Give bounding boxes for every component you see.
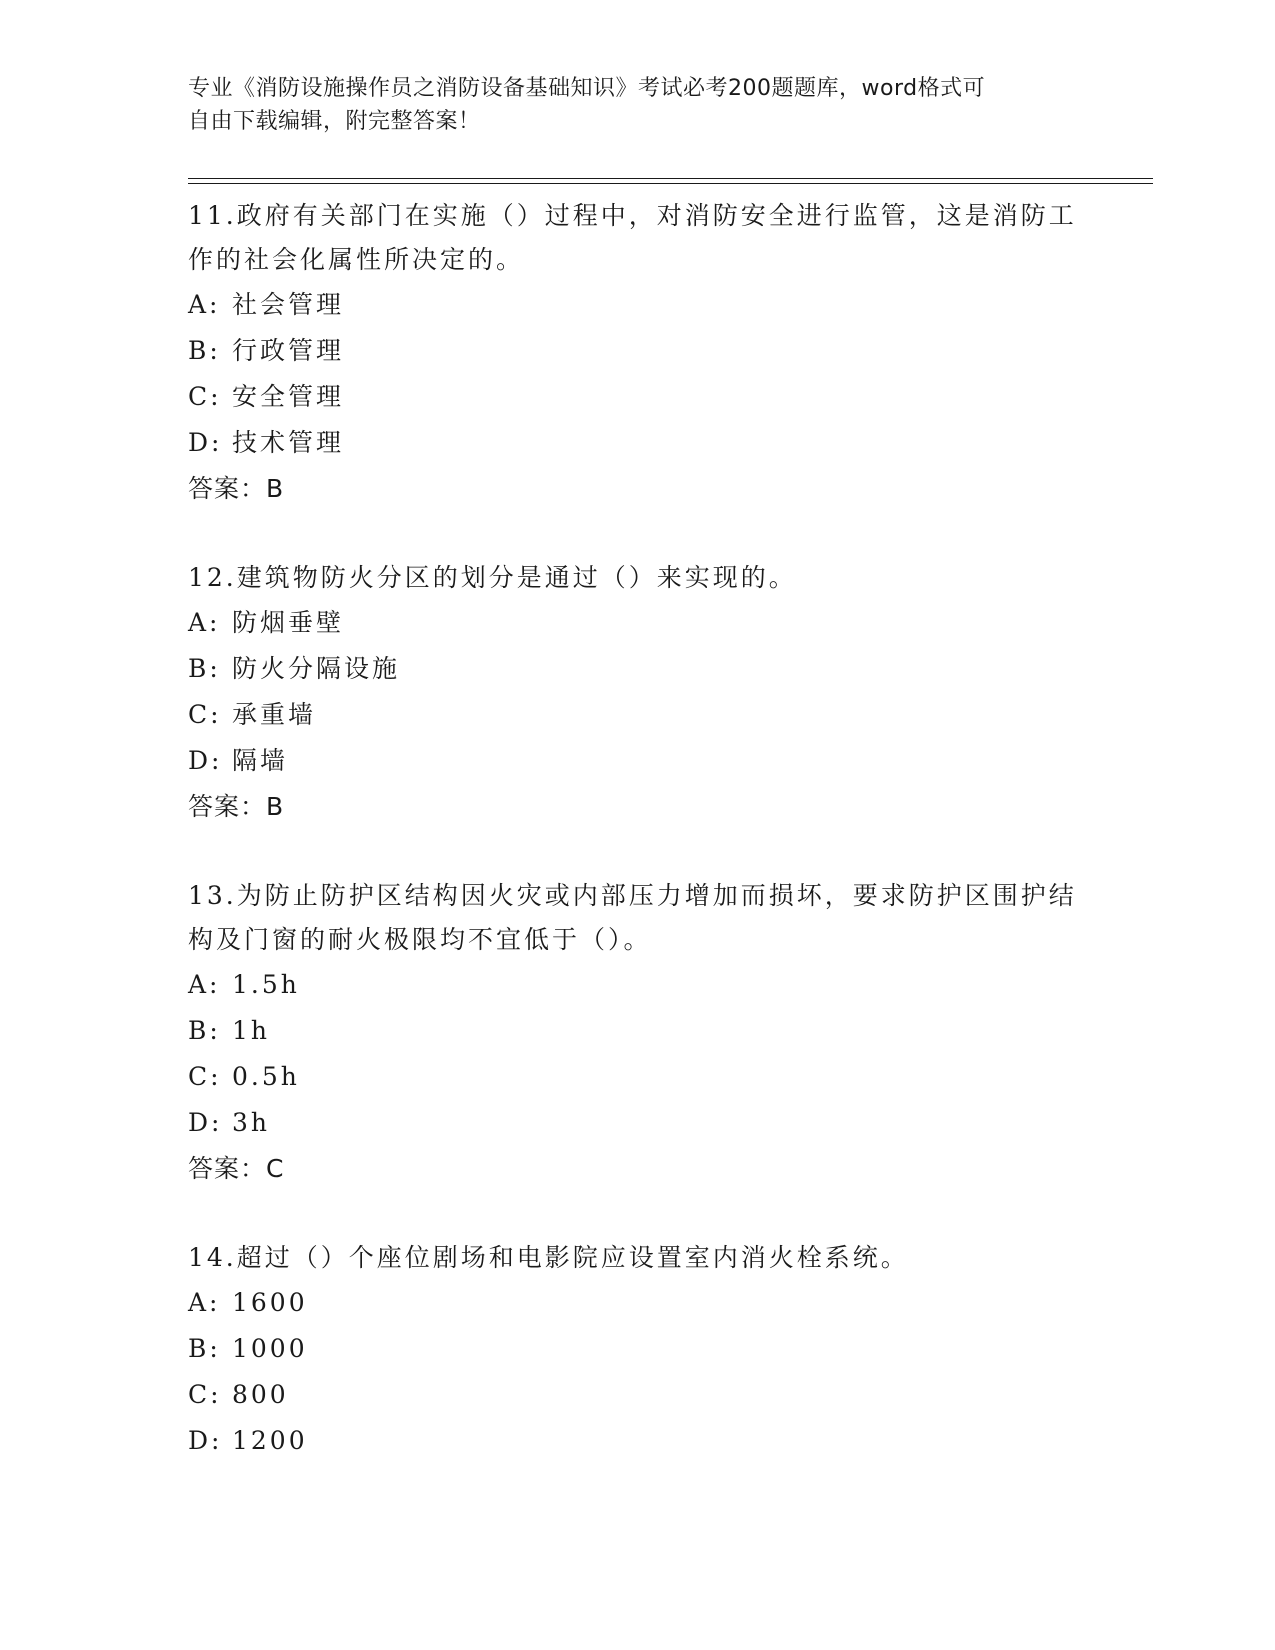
option-text: 隔墙: [232, 746, 289, 775]
option-text: 安全管理: [232, 382, 345, 411]
answer-line: 答案：B: [188, 474, 285, 503]
option-c: [188, 1372, 1088, 1418]
question-list: [188, 188, 1088, 1508]
header-rule-top: [188, 178, 1153, 179]
question-text: 14.超过（）个座位剧场和电影院应设置室内消火栓系统。: [188, 1243, 909, 1272]
option-text: 800: [232, 1380, 289, 1409]
header-line-1: 专业《消防设施操作员之消防设备基础知识》考试必考200题题库，word格式可: [188, 76, 986, 101]
option-text: 防烟垂壁: [232, 608, 345, 637]
option-letter: B:: [188, 654, 221, 683]
option-letter: A:: [188, 970, 221, 999]
option-b: [188, 1008, 1088, 1054]
question-13: [188, 874, 1088, 1192]
option-text: 防火分隔设施: [232, 654, 401, 683]
option-letter: A:: [188, 1288, 221, 1317]
question-12: [188, 556, 1088, 830]
option-letter: B:: [188, 1016, 221, 1045]
option-c: [188, 374, 1088, 420]
option-d: [188, 738, 1088, 784]
option-letter: C:: [188, 382, 222, 411]
option-letter: D:: [188, 746, 223, 775]
option-text: 1000: [232, 1334, 308, 1363]
option-b: [188, 646, 1088, 692]
question-14: [188, 1236, 1088, 1464]
option-letter: D:: [188, 428, 223, 457]
option-text: 行政管理: [232, 336, 345, 365]
option-a: [188, 282, 1088, 328]
option-letter: B:: [188, 1334, 221, 1363]
option-text: 1200: [232, 1426, 308, 1455]
option-a: [188, 962, 1088, 1008]
question-text: 13.为防止防护区结构因火灾或内部压力增加而损坏，要求防护区围护结构及门窗的耐火极限均不宜低于（）。: [188, 881, 1077, 954]
option-d: [188, 1418, 1088, 1464]
answer-line: 答案：B: [188, 792, 285, 821]
option-text: 技术管理: [232, 428, 345, 457]
option-letter: C:: [188, 1062, 222, 1091]
option-text: 承重墙: [232, 700, 317, 729]
option-a: [188, 600, 1088, 646]
option-text: 0.5h: [232, 1062, 300, 1091]
option-text: 1600: [232, 1288, 308, 1317]
answer-line: 答案：C: [188, 1154, 285, 1183]
option-letter: B:: [188, 336, 221, 365]
option-text: 1.5h: [232, 970, 300, 999]
option-letter: A:: [188, 608, 221, 637]
option-c: [188, 692, 1088, 738]
question-text: 11.政府有关部门在实施（）过程中，对消防安全进行监管，这是消防工作的社会化属性所决定的。: [188, 201, 1077, 274]
option-d: [188, 1100, 1088, 1146]
option-text: 1h: [232, 1016, 271, 1045]
option-letter: D:: [188, 1108, 223, 1137]
document-header: [188, 72, 1088, 138]
option-letter: D:: [188, 1426, 223, 1455]
option-letter: C:: [188, 700, 222, 729]
option-b: [188, 328, 1088, 374]
option-d: [188, 420, 1088, 466]
option-letter: C:: [188, 1380, 222, 1409]
header-line-2: 自由下载编辑，附完整答案！: [188, 109, 481, 134]
option-text: 社会管理: [232, 290, 345, 319]
option-letter: A:: [188, 290, 221, 319]
question-11: [188, 194, 1088, 512]
option-b: [188, 1326, 1088, 1372]
header-rule-bottom: [188, 183, 1153, 184]
option-c: [188, 1054, 1088, 1100]
question-text: 12.建筑物防火分区的划分是通过（）来实现的。: [188, 563, 797, 592]
option-a: [188, 1280, 1088, 1326]
option-text: 3h: [232, 1108, 271, 1137]
